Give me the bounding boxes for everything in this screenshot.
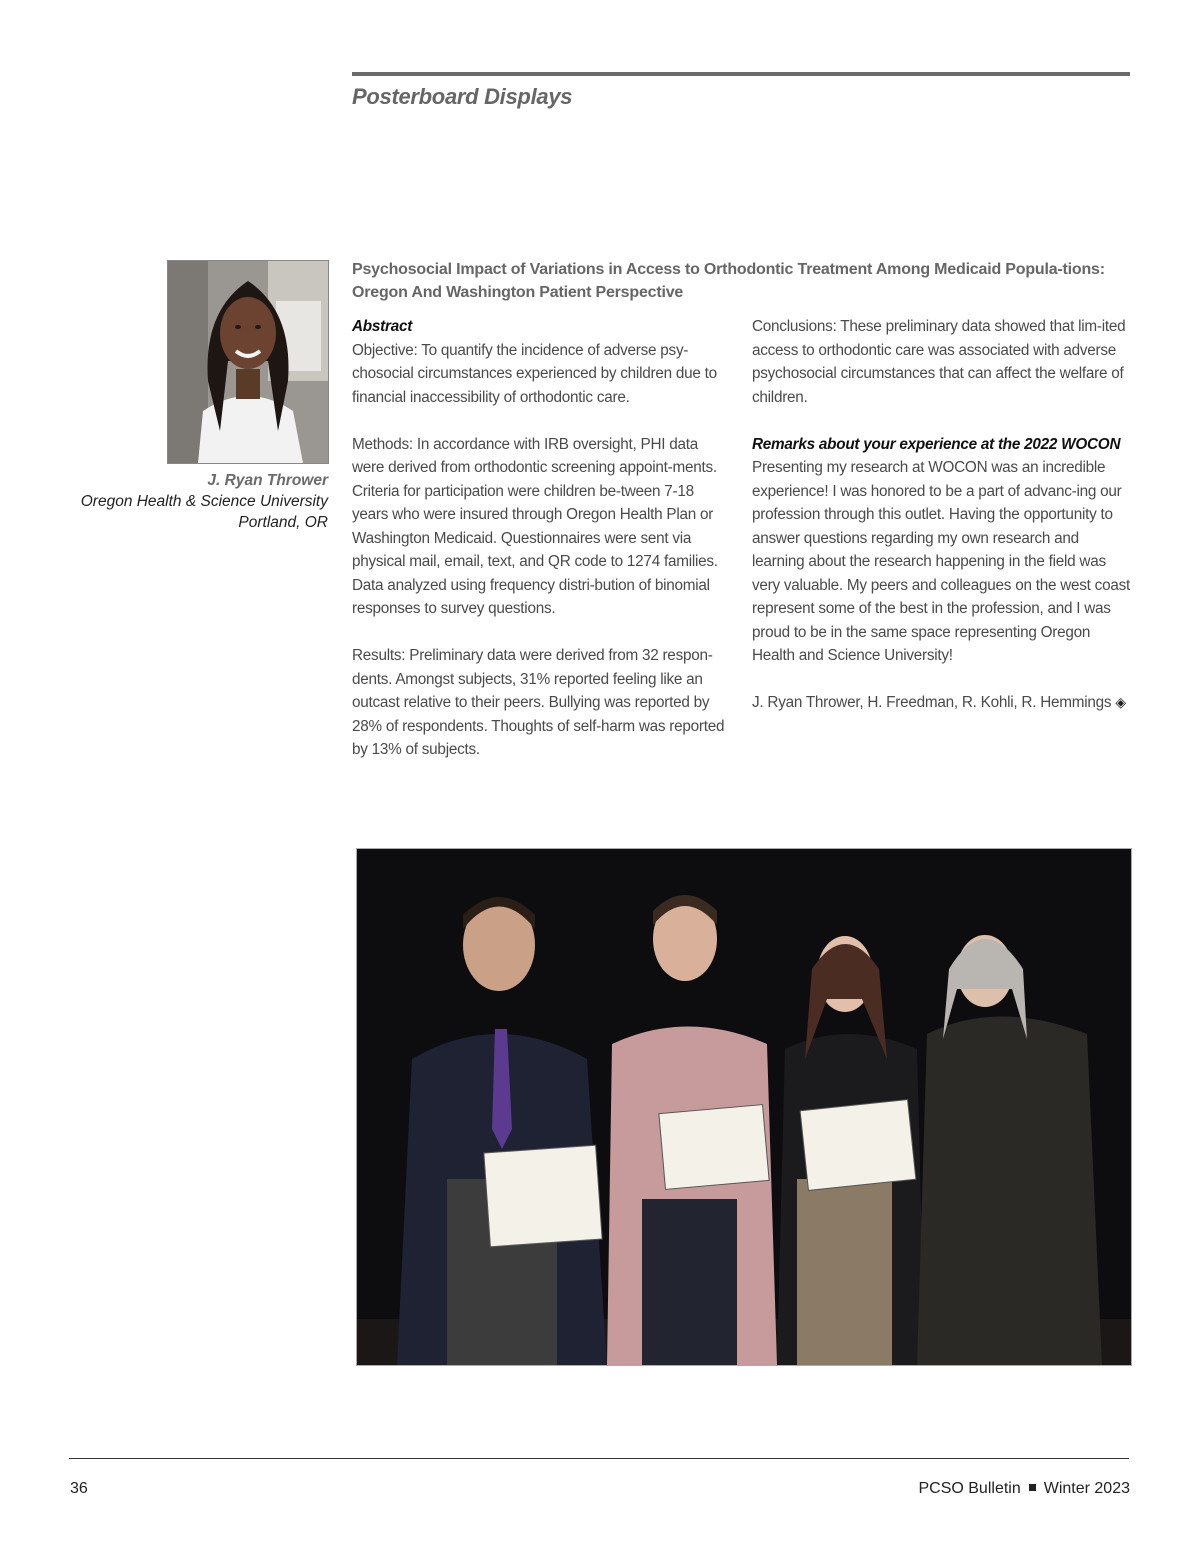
footer-rule	[69, 1458, 1129, 1459]
methods-paragraph: Methods: In accordance with IRB oversight, PHI data were derived from orthodontic screening appoint-ments. Criteria for participation were children be-tween 7-18 years who were insured through Oregon Health Plan or Washington Medicaid. Questionnaires were sent via physical mail, email, text, and QR code to 1274 families. Data analyzed using frequency distri-bution of binomial responses to survey questions.	[352, 435, 718, 617]
author-location: Portland, OR	[238, 514, 328, 531]
objective-paragraph: Objective: To quantify the incidence of adverse psy-chosocial circumstances experienced by children due to financial inaccessibility of orthodontic care.	[352, 341, 717, 406]
footer-publication	[918, 1480, 1130, 1498]
right-column	[752, 315, 1132, 738]
article-title: Psychosocial Impact of Variations in Access to Orthodontic Treatment Among Medicaid Popula-tions: Oregon And Washington Patient Perspective	[352, 261, 1105, 301]
left-column	[352, 315, 730, 785]
author-name: J. Ryan Thrower	[207, 472, 328, 489]
conclusions-paragraph: Conclusions: These preliminary data showed that lim-ited access to orthodontic care was associated with adverse psychosocial circumstances that can affect the welfare of children.	[752, 318, 1126, 406]
abstract-heading: Abstract	[352, 318, 413, 335]
author-institution: Oregon Health & Science University	[80, 493, 328, 510]
issue-name: Winter 2023	[1043, 1480, 1130, 1497]
publication-name: PCSO Bulletin	[918, 1480, 1021, 1497]
authors-line	[752, 691, 1132, 715]
remarks-paragraph: Presenting my research at WOCON was an incredible experience! I was honored to be a part of advanc-ing our profession through this outlet. Having the opportunity to answer questions regarding my own research and learning about the research happening in the field was very valuable. My peers and colleagues on the west coast represent some of the best in the profession, and I was proud to be in the same space representing Oregon Health and Science University!	[752, 459, 1130, 664]
header-rule	[352, 72, 1130, 76]
authors-text: J. Ryan Thrower, H. Freedman, R. Kohli, R. Hemmings	[752, 694, 1112, 711]
page-number: 36	[70, 1480, 88, 1497]
section-title: Posterboard Displays	[352, 84, 573, 109]
author-caption	[81, 470, 328, 533]
square-separator-icon	[1029, 1484, 1036, 1491]
end-mark-icon: ◈	[1115, 694, 1126, 710]
results-paragraph: Results: Preliminary data were derived from 32 respon-dents. Amongst subjects, 31% reported feeling like an outcast relative to their peers. Bullying was reported by 28% of respondents. Thoughts of self-harm was reported by 13% of subjects.	[352, 647, 725, 758]
author-portrait-photo	[167, 260, 329, 464]
remarks-heading: Remarks about your experience at the 2022 WOCON	[752, 435, 1121, 453]
award-group-photo	[356, 848, 1132, 1366]
